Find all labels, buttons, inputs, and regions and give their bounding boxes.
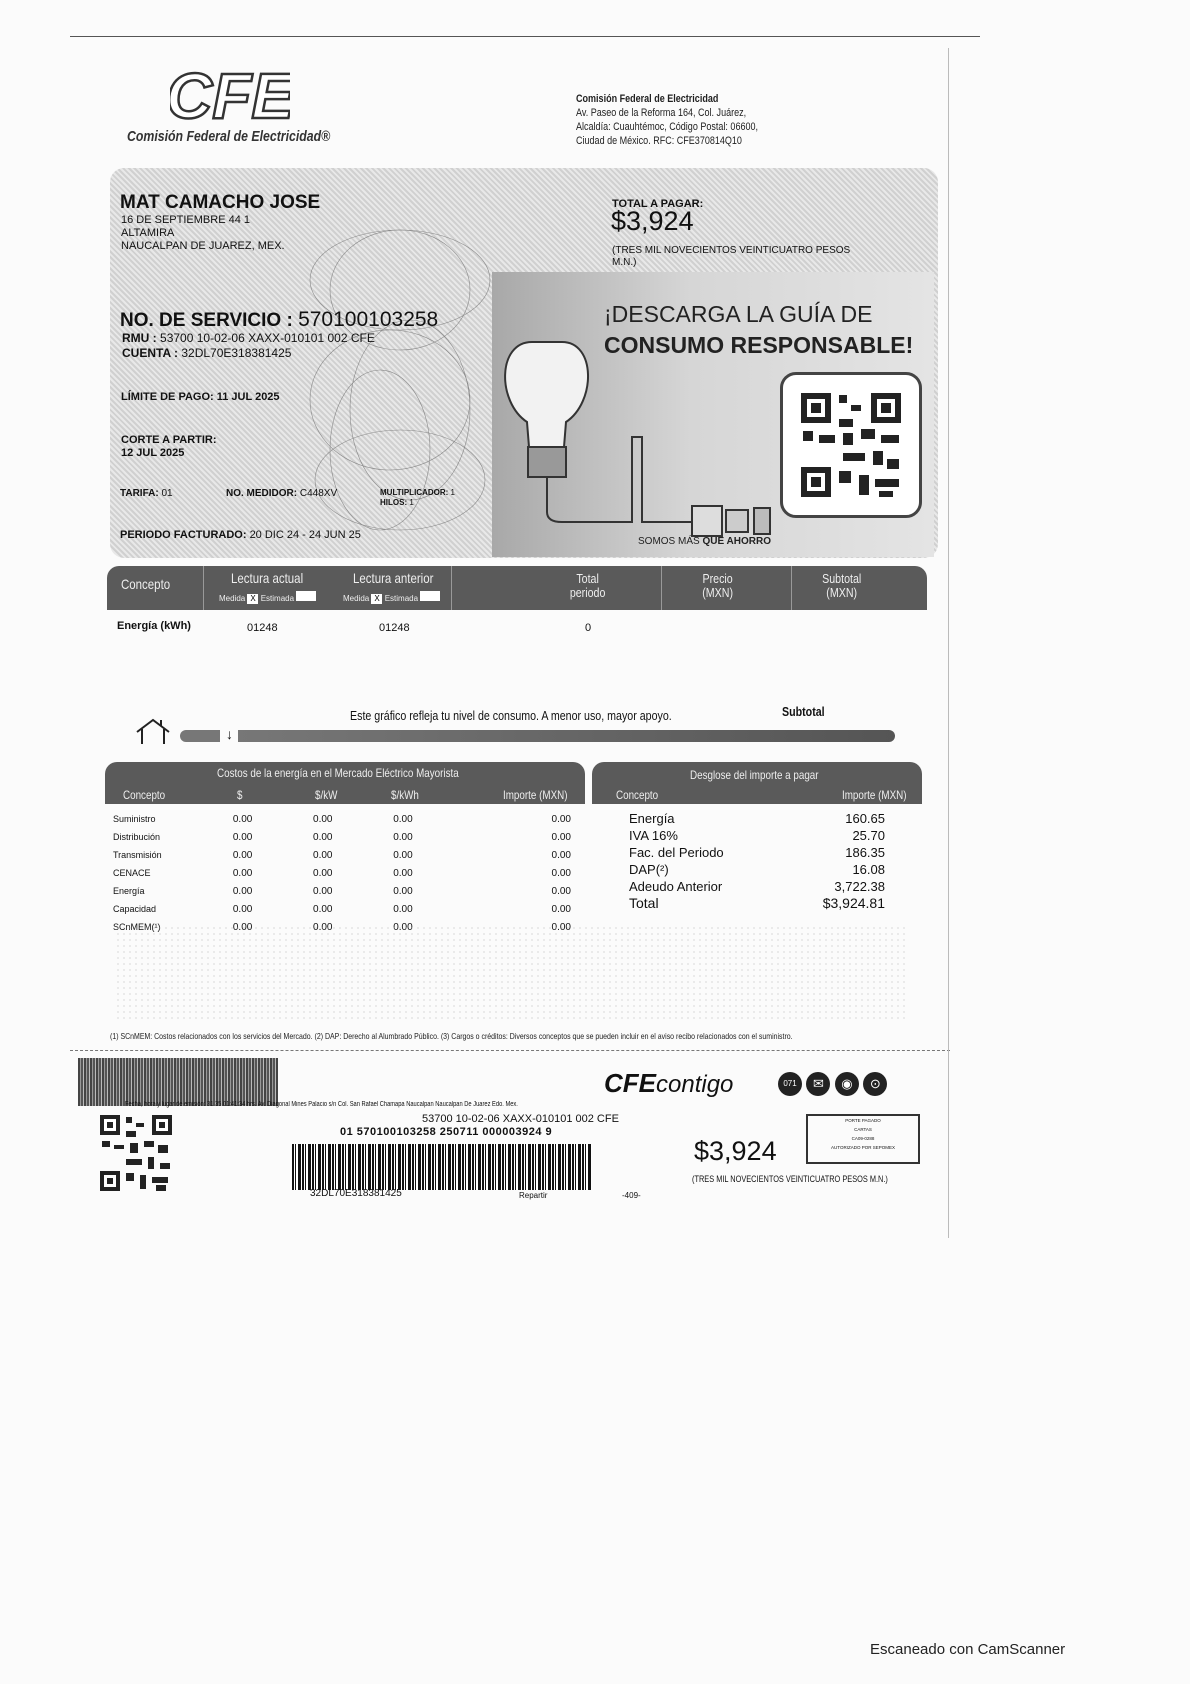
home-icon	[133, 716, 177, 751]
promo-line-2: CONSUMO RESPONSABLE!	[604, 332, 914, 358]
market-value-cell: 0.00	[232, 921, 253, 933]
market-value-cell: 0.00	[313, 921, 333, 933]
market-value-cell: 0.00	[551, 813, 571, 825]
service-number: 570100103258	[298, 308, 439, 331]
market-concepto-cell: Suministro	[113, 814, 156, 824]
porte-pagado-stamp	[806, 1114, 920, 1164]
periodo-value: 20 DIC 24 - 24 JUN 25	[249, 529, 361, 541]
rmu-label: RMU :	[122, 331, 157, 345]
social-icons	[778, 1072, 887, 1096]
coupon-qr-code[interactable]	[100, 1115, 172, 1191]
market-costs-title: Costos de la energía en el Mercado Eléctrico Mayorista	[217, 766, 459, 780]
market-value-cell: 0.00	[232, 867, 253, 879]
customer-address-line: ALTAMIRA	[121, 227, 175, 239]
breakdown-row	[628, 844, 886, 861]
porte-line: AUTORIZADO POR SEPOMEX	[831, 1145, 895, 1150]
estimada-label: Estimada	[260, 594, 295, 603]
customer-address-line: 16 DE SEPTIEMBRE 44 1	[121, 214, 250, 226]
cfe-logo	[170, 60, 290, 130]
breakdown-concepto-cell: DAP(²)	[629, 862, 669, 877]
tarifa-value: 01	[161, 488, 173, 499]
market-concepto-cell: Transmisión	[113, 850, 162, 860]
faded-notice	[115, 925, 905, 1020]
promo-tagline-a: SOMOS MÁS	[638, 536, 700, 547]
market-value-cell: 0.00	[393, 921, 413, 933]
market-value-cell: 0.00	[232, 831, 253, 843]
promo-qr-code[interactable]	[780, 372, 922, 518]
breakdown-importe-cell: 186.35	[845, 845, 885, 860]
limite-row	[121, 391, 280, 403]
market-value-cell: 0.00	[393, 831, 413, 843]
breakdown-col-importe: Importe (MXN)	[842, 788, 907, 802]
tarifa-label: TARIFA:	[120, 488, 159, 499]
limite-label: LÍMITE DE PAGO:	[121, 391, 214, 403]
col-lectura-anterior: Lectura anterior	[353, 570, 434, 586]
customer-address	[121, 214, 285, 253]
promo-tagline	[638, 536, 771, 547]
rmu-row	[122, 331, 375, 345]
total-amount: $3,924	[611, 206, 694, 236]
periodo-row	[120, 529, 361, 541]
market-row	[112, 810, 572, 828]
market-value-cell: 0.00	[313, 885, 333, 897]
scanned-stamp	[78, 1058, 278, 1106]
market-value-cell: 0.00	[393, 903, 413, 915]
limite-value: 11 JUL 2025	[216, 391, 280, 403]
coupon-amount: $3,924	[694, 1136, 777, 1166]
coupon-repartir: Repartir	[519, 1191, 548, 1200]
market-value-cell: 0.00	[313, 813, 333, 825]
location-icon[interactable]: ⊙	[863, 1072, 887, 1096]
breakdown-row	[628, 861, 886, 878]
market-concepto-cell: Capacidad	[113, 904, 157, 914]
market-row	[112, 864, 572, 882]
market-concepto-cell: Energía	[113, 886, 145, 896]
coupon-code: -409-	[622, 1191, 641, 1200]
col-total-periodo: Total periodo	[569, 571, 606, 600]
graph-caption: Este gráfico refleja tu nivel de consumo. A menor uso, mayor apoyo.	[350, 708, 672, 723]
market-value-cell: 0.00	[551, 921, 571, 933]
market-value-cell: 0.00	[232, 885, 253, 897]
multiplicador-label: MULTIPLICADOR:	[380, 488, 449, 497]
medida-label: Medida	[219, 594, 246, 603]
market-value-cell: 0.00	[551, 849, 571, 861]
address-line-1: Comisión Federal de Electricidad	[576, 93, 719, 105]
service-label: NO. DE SERVICIO :	[120, 310, 293, 331]
multiplicador-value: 1	[450, 488, 455, 497]
consumption-arrow-icon: ↓	[226, 726, 233, 742]
market-value-cell: 0.00	[551, 867, 571, 879]
reading-actual: 01248	[247, 622, 278, 634]
company-address	[576, 92, 798, 148]
market-value-cell: 0.00	[313, 831, 333, 843]
contigo-suffix: contigo	[656, 1071, 734, 1098]
total-words: (TRES MIL NOVECIENTOS VEINTICUATRO PESOS M.N.)	[612, 245, 851, 268]
market-col-dollar: $	[237, 788, 243, 802]
customer-address-line: NAUCALPAN DE JUAREZ, MEX.	[121, 240, 285, 252]
estimada-label: Estimada	[384, 594, 419, 603]
corte-label: CORTE A PARTIR:	[121, 434, 217, 446]
market-value-cell: 0.00	[393, 867, 413, 879]
reading-anterior: 01248	[379, 622, 410, 634]
promo-banner	[492, 272, 934, 557]
market-value-cell: 0.00	[393, 885, 413, 897]
rmu-value: 53700 10-02-06 XAXX-010101 002 CFE	[160, 331, 375, 345]
twitter-icon[interactable]: ✉	[806, 1072, 830, 1096]
footnote: (1) SCnMEM: Costos relacionados con los servicios del Mercado. (2) DAP: Derecho al Alumbrado Público. (3) Cargos o créditos: Diversos conceptos que se pueden incluir en el aviso recibo relacionados con el suministro.	[110, 1031, 793, 1041]
multiplicador-row	[380, 488, 455, 508]
market-row	[112, 882, 572, 900]
breakdown-row	[628, 827, 886, 844]
breakdown-body	[628, 810, 886, 912]
market-concepto-cell: SCnMEM(¹)	[113, 922, 161, 932]
porte-line: PORTE PAGADO	[845, 1118, 881, 1123]
medida-checkbox: X	[247, 594, 258, 604]
phone-071-icon[interactable]: 071	[778, 1072, 802, 1096]
cuenta-value: 32DL70E318381425	[181, 346, 292, 360]
breakdown-col-concepto: Concepto	[616, 788, 659, 802]
market-value-cell: 0.00	[232, 849, 253, 861]
breakdown-header	[592, 762, 922, 804]
readings-header	[107, 566, 927, 610]
periodo-label: PERIODO FACTURADO:	[120, 529, 247, 541]
hilos-value: 1	[409, 498, 414, 507]
reading-concepto: Energía (kWh)	[117, 620, 191, 632]
coupon-rmu-line: 53700 10-02-06 XAXX-010101 002 CFE	[422, 1113, 619, 1125]
market-col-importe: Importe (MXN)	[503, 788, 568, 802]
market-value-cell: 0.00	[232, 903, 253, 915]
breakdown-row	[628, 878, 886, 895]
consumption-bar	[238, 730, 895, 742]
market-col-concepto: Concepto	[123, 788, 166, 802]
breakdown-importe-cell: 3,722.38	[834, 879, 885, 894]
coupon-words: (TRES MIL NOVECIENTOS VEINTICUATRO PESOS M.N.)	[692, 1174, 888, 1184]
porte-line: CARTAS	[854, 1127, 872, 1132]
total-label: TOTAL A PAGAR:	[612, 198, 704, 210]
breakdown-importe-cell: 160.65	[845, 811, 885, 826]
reading-total: 0	[585, 622, 592, 634]
market-row	[112, 828, 572, 846]
market-col-kwh: $/kWh	[391, 788, 419, 802]
page-edge	[948, 48, 949, 1238]
fecha-line: Fecha, hora y lugar de emisión: 31 35 01:41:34 hrs. Av. Diagonal Mines Palacio s/n Col. San Rafael Chamapa Naucalpan Naucalpan De Juarez Edo. Mex.	[125, 1101, 518, 1108]
col-concepto: Concepto	[121, 576, 171, 592]
breakdown-importe-cell: $3,924.81	[822, 895, 885, 911]
coupon-ref-line: 01 570100103258 250711 000003924 9	[340, 1126, 553, 1138]
col-subtotal: Subtotal (MXN)	[822, 571, 862, 600]
promo-line-1: ¡DESCARGA LA GUÍA DE	[604, 301, 873, 327]
cfe-contigo-logo	[604, 1068, 733, 1099]
market-concepto-cell: CENACE	[113, 868, 151, 878]
market-value-cell: 0.00	[313, 903, 333, 915]
market-value-cell: 0.00	[232, 813, 253, 825]
breakdown-importe-cell: 25.70	[852, 828, 885, 843]
corte-row	[121, 434, 217, 460]
market-value-cell: 0.00	[551, 885, 571, 897]
company-name: Comisión Federal de Electricidad®	[127, 128, 331, 145]
market-col-kw: $/kW	[315, 788, 338, 802]
medidor-row	[226, 488, 337, 499]
medida-checkbox: X	[371, 594, 382, 604]
tarifa-row	[120, 488, 173, 499]
promo-tagline-b: QUE AHORRO	[702, 536, 771, 547]
estimada-checkbox	[420, 591, 440, 601]
estimada-checkbox	[296, 591, 316, 601]
market-costs-header	[105, 762, 585, 804]
breakdown-row	[628, 810, 886, 827]
hilos-label: HILOS:	[380, 498, 408, 507]
col-precio: Precio (MXN)	[702, 571, 733, 600]
cut-line	[70, 1050, 950, 1051]
market-row	[112, 900, 572, 918]
market-concepto-cell: Distribución	[113, 832, 161, 842]
breakdown-concepto-cell: Adeudo Anterior	[629, 879, 723, 894]
top-rule	[70, 36, 980, 37]
medida-label: Medida	[343, 594, 370, 603]
market-value-cell: 0.00	[551, 903, 571, 915]
corte-value: 12 JUL 2025	[121, 447, 185, 459]
breakdown-concepto-cell: Total	[629, 895, 659, 911]
graph-subtotal-label: Subtotal	[782, 704, 825, 719]
anterior-type-marks	[343, 591, 440, 604]
market-row	[112, 846, 572, 864]
market-value-cell: 0.00	[551, 831, 571, 843]
coupon-cuenta: 32DL70E318381425	[310, 1188, 402, 1199]
medidor-value: C448XV	[299, 488, 338, 499]
breakdown-concepto-cell: Fac. del Periodo	[629, 845, 724, 860]
cuenta-label: CUENTA :	[122, 346, 178, 360]
market-costs-body	[112, 810, 572, 936]
actual-type-marks	[219, 591, 316, 604]
market-value-cell: 0.00	[313, 867, 333, 879]
logo-text: CFE	[170, 60, 290, 130]
contigo-brand: CFE	[604, 1068, 656, 1098]
facebook-icon[interactable]: ◉	[835, 1072, 859, 1096]
consumption-bar-low	[180, 730, 220, 742]
scanner-credit: Escaneado con CamScanner	[870, 1641, 1066, 1658]
address-line-2: Av. Paseo de la Reforma 164, Col. Juárez,	[576, 107, 747, 119]
barcode	[292, 1144, 592, 1190]
breakdown-concepto-cell: Energía	[629, 811, 675, 826]
col-lectura-actual: Lectura actual	[231, 570, 304, 586]
market-value-cell: 0.00	[393, 813, 413, 825]
porte-line: CA09-0288	[851, 1136, 875, 1141]
breakdown-importe-cell: 16.08	[852, 862, 885, 877]
cuenta-row	[122, 346, 291, 360]
medidor-label: NO. MEDIDOR:	[226, 488, 298, 499]
customer-name: MAT CAMACHO JOSE	[120, 192, 321, 213]
address-line-3: Alcaldía: Cuauhtémoc, Código Postal: 06600,	[576, 121, 759, 133]
breakdown-concepto-cell: IVA 16%	[629, 828, 678, 843]
market-value-cell: 0.00	[313, 849, 333, 861]
address-line-4: Ciudad de México. RFC: CFE370814Q10	[576, 135, 742, 147]
market-value-cell: 0.00	[393, 849, 413, 861]
service-number-row	[120, 308, 438, 332]
breakdown-row	[628, 895, 886, 912]
breakdown-title: Desglose del importe a pagar	[690, 768, 819, 782]
